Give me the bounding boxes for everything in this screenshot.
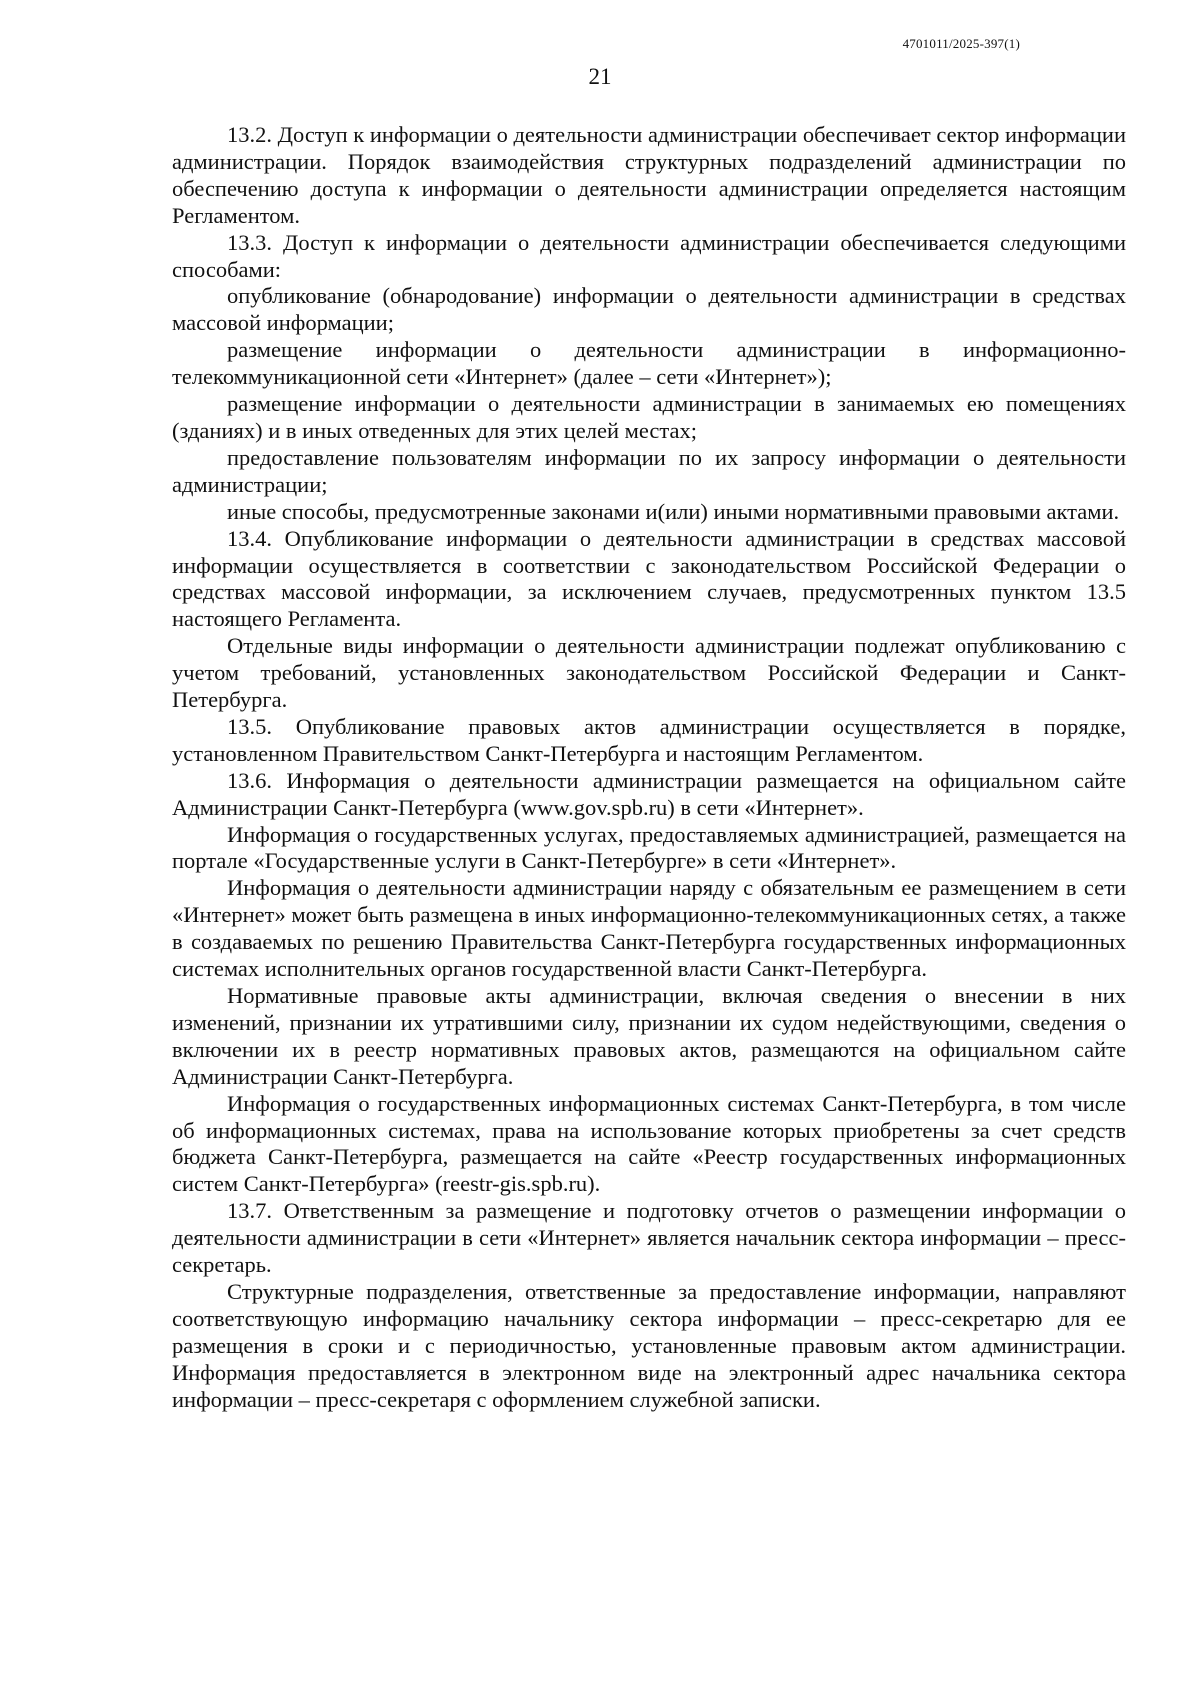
paragraph-normative-acts: Нормативные правовые акты администрации, включая сведения о внесении в них изменений, признании их утратившими силу, признании их судом недействующими, сведения о включении их в реестр нормативных правовых актов, размещаются на официальном сайте Администрации Санкт-Петербурга. (172, 983, 1126, 1089)
paragraph-other-networks: Информация о деятельности администрации наряду с обязательным ее размещением в сети «Интернет» может быть размещена в иных информационно-телекоммуникационных сетях, а также в создаваемых по решению Правительства Санкт-Петербурга государственных информационных системах исполнительных органов государственной власти Санкт-Петербурга. (172, 875, 1126, 982)
paragraph-13-5: 13.5. Опубликование правовых актов администрации осуществляется в порядке, установленном Правительством Санкт-Петербурга и настоящим Регламентом. (172, 713, 1126, 766)
paragraph-13-4: 13.4. Опубликование информации о деятельности администрации в средствах массовой информации осуществляется в соответствии с законодательством Российской Федерации о средствах массовой информации, за исключением случаев, предусмотренных пунктом 13.5 настоящего Регламента. (172, 525, 1126, 632)
list-item-publication: опубликование (обнародование) информации о деятельности администрации в средствах массовой информации; (172, 283, 1126, 336)
paragraph-13-2: 13.2. Доступ к информации о деятельности администрации обеспечивает сектор информации администрации. Порядок взаимодействия структурных подразделений администрации по обеспечению доступа к информации о деятельности администрации определяется настоящим Регламентом. (172, 122, 1126, 228)
paragraph-state-services: Информация о государственных услугах, предоставляемых администрацией, размещается на портале «Государственные услуги в Санкт-Петербурге» в сети «Интернет». (172, 821, 1126, 874)
list-item-on-request: предоставление пользователям информации по их запросу информации о деятельности администрации; (172, 444, 1126, 497)
paragraph-structural-units: Структурные подразделения, ответственные за предоставление информации, направляют соответствующую информацию начальнику сектора информации – пресс-секретарю для ее размещения в сроки и с периодичностью, установленные правовым актом администрации. Информация предоставляется в электронном виде на электронный адрес начальника сектора информации – пресс-секретаря с оформлением служебной записки. (172, 1278, 1126, 1412)
page-number: 21 (588, 64, 612, 89)
paragraph-13-7: 13.7. Ответственным за размещение и подготовку отчетов о размещении информации о деятельности администрации в сети «Интернет» является начальник сектора информации – пресс-секретарь. (172, 1198, 1126, 1278)
paragraph-13-3: 13.3. Доступ к информации о деятельности администрации обеспечивается следующими способами: (172, 229, 1126, 282)
document-id: 4701011/2025-397(1) (902, 36, 1020, 51)
list-item-internet: размещение информации о деятельности администрации в информационно-телекоммуникационной сети «Интернет» (далее – сети «Интернет»); (172, 337, 1126, 390)
paragraph-info-systems: Информация о государственных информационных системах Санкт-Петербурга, в том числе об информационных системах, права на использование которых приобретены за счет средств бюджета Санкт-Петербурга, размещается на сайте «Реестр государственных информационных систем Санкт-Петербурга» (reestr-gis.spb.ru). (172, 1090, 1126, 1197)
list-item-other-methods: иные способы, предусмотренные законами и(или) иными нормативными правовыми актами. (227, 498, 1120, 524)
document-body (172, 122, 1126, 1414)
paragraph-separate-types: Отдельные виды информации о деятельности администрации подлежат опубликованию с учетом требований, установленных законодательством Российской Федерации и Санкт-Петербурга. (172, 633, 1126, 713)
paragraph-13-6: 13.6. Информация о деятельности администрации размещается на официальном сайте Администрации Санкт-Петербурга (www.gov.spb.ru) в сети «Интернет». (172, 767, 1126, 820)
list-item-premises: размещение информации о деятельности администрации в занимаемых ею помещениях (зданиях) и в иных отведенных для этих целей местах; (172, 391, 1126, 443)
